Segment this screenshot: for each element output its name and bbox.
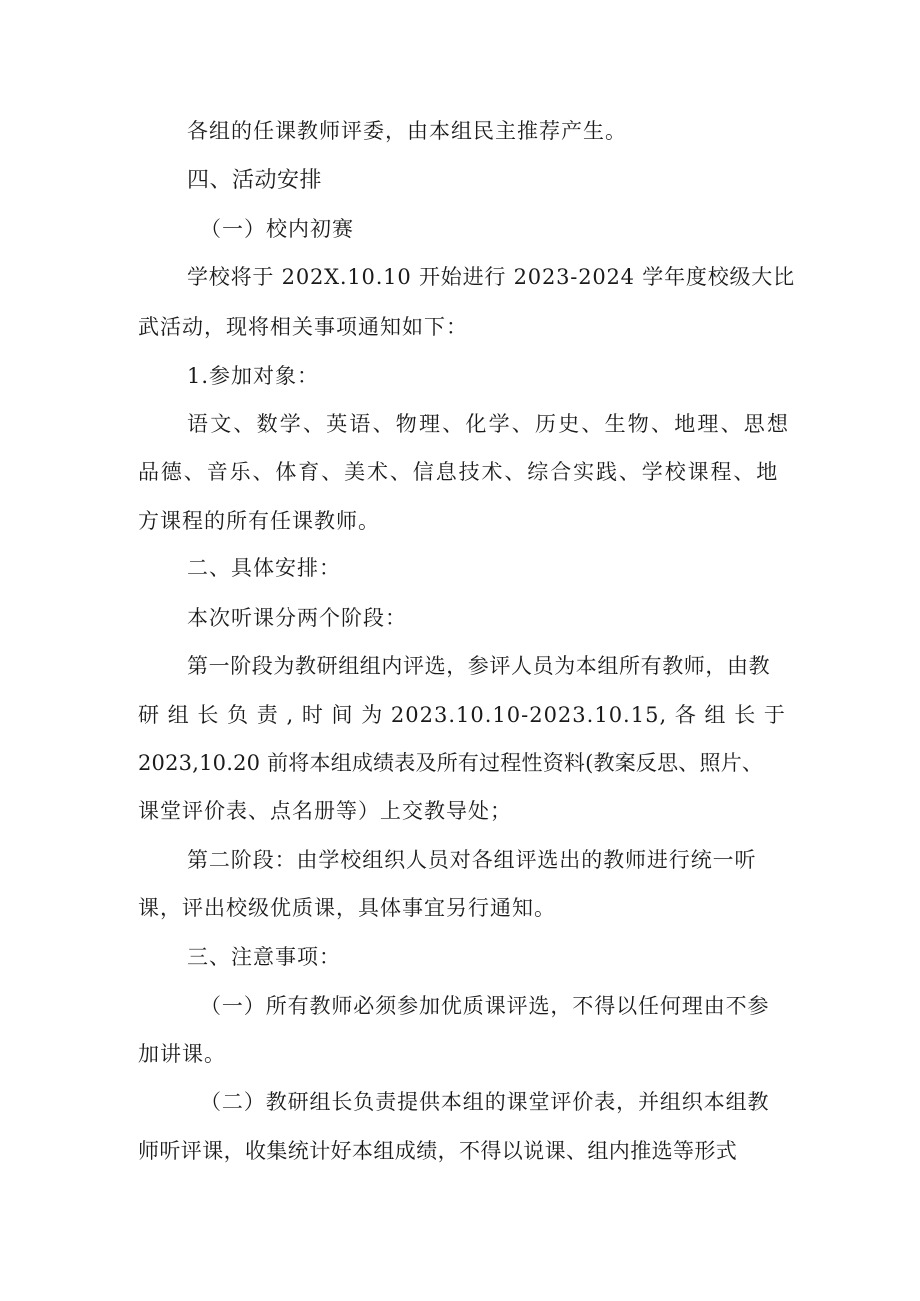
justified-token: , bbox=[286, 703, 295, 727]
justified-token: 于 bbox=[763, 703, 786, 727]
paragraph-line: （一）所有教师必须参加优质课评选，不得以任何理由不参 bbox=[200, 994, 770, 1018]
paragraph-line: 第二阶段：由学校组织人员对各组评选出的教师进行统一听 bbox=[187, 848, 757, 872]
paragraph-line: 加讲课。 bbox=[138, 1042, 226, 1066]
paragraph-line: 师听评课，收集统计好本组成绩，不得以说课、组内推选等形式 bbox=[138, 1139, 738, 1163]
section-heading: 四、活动安排 bbox=[187, 168, 323, 193]
paragraph-line: 语文、数学、英语、物理、化学、历史、生物、地理、思想 bbox=[187, 412, 791, 436]
justified-token: 间 bbox=[331, 703, 354, 727]
paragraph-line: 课，评出校级优质课，具体事宜另行通知。 bbox=[138, 896, 556, 920]
paragraph-line: 武活动，现将相关事项通知如下： bbox=[138, 315, 468, 339]
subsection-heading: 二、具体安排： bbox=[187, 556, 341, 580]
paragraph-line: 第一阶段为教研组组内评选，参评人员为本组所有教师，由教 bbox=[187, 654, 771, 678]
justified-token: 组 bbox=[704, 703, 727, 727]
paragraph-line: 课堂评价表、点名册等）上交教导处； bbox=[138, 799, 512, 823]
paragraph-line: （二）教研组长负责提供本组的课堂评价表，并组织本组教 bbox=[200, 1090, 770, 1114]
paragraph-line: 2023,10.20 前将本组成绩表及所有过程性资料(教案反思、照片、 bbox=[138, 751, 764, 775]
justified-row bbox=[138, 700, 786, 730]
justified-token: 时 bbox=[301, 703, 324, 727]
justified-token: 组 bbox=[167, 703, 190, 727]
justified-token: 2023.10.10-2023.10.15, bbox=[390, 703, 668, 727]
paragraph-line: 方课程的所有任课教师。 bbox=[138, 509, 380, 533]
justified-token: 负 bbox=[227, 703, 250, 727]
subsection-heading: 三、注意事项： bbox=[187, 945, 341, 969]
justified-token: 长 bbox=[197, 703, 220, 727]
justified-token: 为 bbox=[361, 703, 384, 727]
paragraph-line: 各组的任课教师评委，由本组民主推荐产生。 bbox=[187, 119, 627, 143]
paragraph-line: 品德、音乐、体育、美术、信息技术、综合实践、学校课程、地 bbox=[138, 460, 780, 484]
subsection-heading: （一）校内初赛 bbox=[200, 217, 354, 241]
justified-token: 责 bbox=[256, 703, 279, 727]
paragraph-line: 本次听课分两个阶段： bbox=[187, 606, 407, 630]
justified-token: 长 bbox=[734, 703, 757, 727]
paragraph-line: 学校将于 202X.10.10 开始进行 2023-2024 学年度校级大比 bbox=[187, 265, 795, 289]
justified-token: 各 bbox=[674, 703, 697, 727]
paragraph-line-justified bbox=[138, 700, 786, 730]
list-item-label: 1.参加对象： bbox=[187, 364, 320, 388]
justified-token: 研 bbox=[138, 703, 160, 727]
